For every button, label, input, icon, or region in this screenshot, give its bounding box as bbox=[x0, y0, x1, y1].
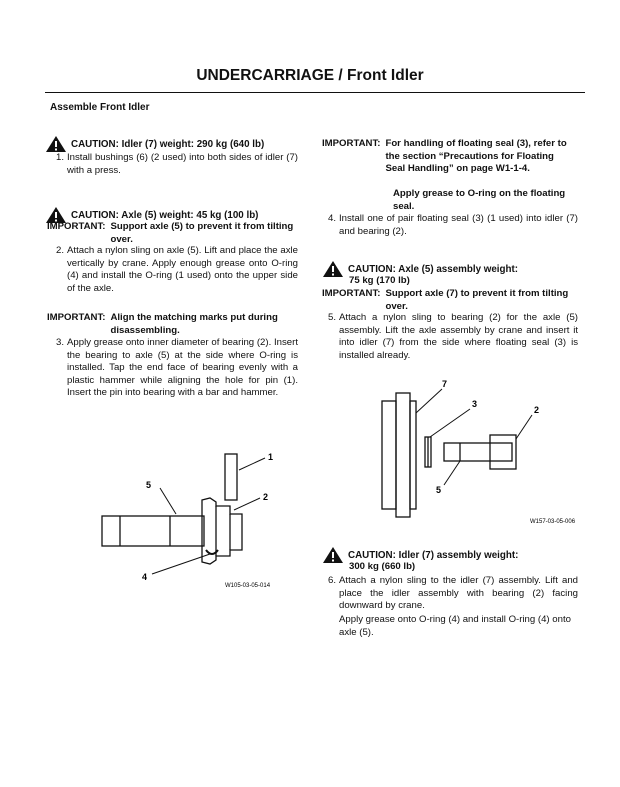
step-text: Attach a nylon sling on axle (5). Lift and place the axle vertically by crane. Apply enough grease onto O-ring (4) and install the O-ring (1 used) onto the upper side of the axle. bbox=[67, 245, 298, 294]
step-number: 3. bbox=[55, 337, 64, 348]
title-rule bbox=[45, 92, 585, 93]
callout-axle: 5 bbox=[146, 480, 152, 490]
callout-idler: 7 bbox=[442, 379, 448, 389]
important-3-extra bbox=[393, 188, 578, 213]
callout-bearing: 2 bbox=[534, 405, 540, 415]
step-4 bbox=[322, 213, 578, 238]
callout-oring: 4 bbox=[142, 572, 148, 582]
figure-id: W157-03-05-006 bbox=[530, 519, 576, 525]
caution-text: CAUTION: Idler (7) assembly weight: bbox=[348, 549, 519, 561]
important-label: IMPORTANT: bbox=[322, 288, 381, 299]
step-5 bbox=[322, 312, 578, 362]
step-6 bbox=[322, 575, 578, 613]
step-text: Install bushings (6) (2 used) into both sides of idler (7) with a press. bbox=[67, 152, 298, 176]
warning-icon bbox=[322, 546, 344, 564]
important-2 bbox=[47, 312, 301, 337]
important-text: For handling of floating seal (3), refer to the section “Precautions for Floating Seal Handling” on page W1-1-4. bbox=[385, 138, 567, 175]
step-3 bbox=[50, 337, 298, 400]
step-number: 1. bbox=[55, 152, 64, 163]
page-title: UNDERCARRIAGE / Front Idler bbox=[196, 67, 424, 84]
warning-icon bbox=[322, 260, 344, 278]
step-number: 2. bbox=[55, 245, 64, 256]
important-label: IMPORTANT: bbox=[322, 138, 381, 149]
callout-axle: 5 bbox=[436, 485, 442, 495]
important-3 bbox=[322, 138, 576, 176]
important-1 bbox=[47, 221, 301, 246]
warning-icon bbox=[45, 135, 67, 153]
important-text: Align the matching marks put during disassembling. bbox=[110, 312, 278, 336]
step-2 bbox=[50, 245, 298, 295]
caution-text: CAUTION: Idler (7) weight: 290 kg (640 lb) bbox=[71, 138, 265, 150]
caution-weight-value: 300 kg (660 lb) bbox=[349, 561, 416, 572]
callout-bearing: 2 bbox=[263, 492, 269, 502]
callout-seal: 3 bbox=[472, 399, 478, 409]
axle-shaft bbox=[102, 516, 204, 546]
axle-assembly bbox=[444, 443, 512, 461]
important-4 bbox=[322, 288, 578, 313]
step-number: 6. bbox=[327, 575, 336, 586]
step-number: 4. bbox=[327, 213, 336, 224]
important-text: Apply grease to O-ring on the floating seal. bbox=[393, 188, 566, 212]
important-label: IMPORTANT: bbox=[47, 221, 106, 232]
step-number: 5. bbox=[327, 312, 336, 323]
caution-text: CAUTION: Axle (5) weight: 45 kg (100 lb) bbox=[71, 209, 259, 221]
bearing-part bbox=[202, 498, 242, 564]
caution-idler-weight bbox=[45, 135, 264, 153]
step-text: Install one of pair floating seal (3) (1 used) into idler (7) and bearing (2). bbox=[339, 213, 578, 237]
important-label: IMPORTANT: bbox=[47, 312, 106, 323]
idler-part bbox=[382, 401, 396, 509]
figure-id: W105-03-05-014 bbox=[225, 583, 271, 589]
important-text: Support axle (7) to prevent it from tilting over. bbox=[385, 288, 569, 312]
step-text: Attach a nylon sling to bearing (2) for the axle (5) assembly. Lift the axle assembly by crane and insert it into idler (7) from the side where floating seal (3) is installed already. bbox=[339, 312, 578, 361]
figure-axle-bearing bbox=[90, 440, 310, 600]
step-6-extra: Apply grease onto O-ring (4) and install O-ring (4) onto axle (5). bbox=[339, 614, 571, 638]
important-text: Support axle (5) to prevent it from tilting over. bbox=[110, 221, 294, 245]
callout-pin: 1 bbox=[268, 452, 274, 462]
pin-part bbox=[225, 454, 237, 500]
step-1 bbox=[50, 152, 298, 177]
section-heading: Assemble Front Idler bbox=[50, 102, 150, 113]
step-text: Attach a nylon sling to the idler (7) assembly. Lift and place the idler assembly with bearing (2) facing downward by crane. bbox=[339, 575, 578, 612]
figure-idler-axle-assembly bbox=[370, 375, 590, 530]
caution-weight-value: 75 kg (170 lb) bbox=[349, 275, 410, 286]
caution-text: CAUTION: Axle (5) assembly weight: bbox=[348, 263, 519, 275]
step-text: Apply grease onto inner diameter of bearing (2). Insert the bearing to axle (5) at the side where O-ring is installed. Tap the end face of bearing evenly with a plastic hammer while aligning the hole for pin (1). Insert the pin into bearing with a bar and hammer. bbox=[67, 337, 298, 399]
